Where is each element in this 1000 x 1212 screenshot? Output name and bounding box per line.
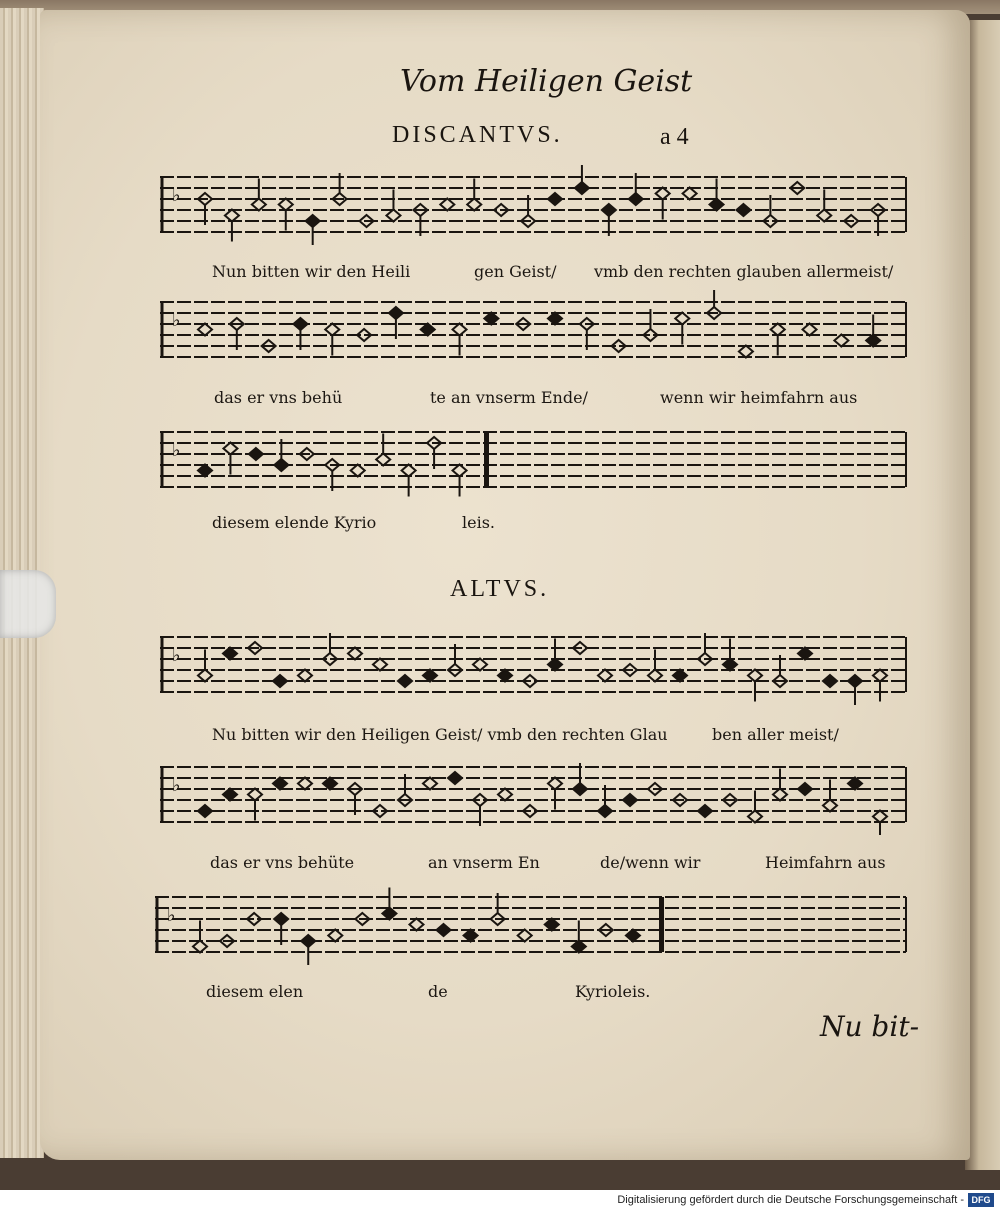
running-head: Vom Heiligen Geist [400,64,693,99]
catchword: Nu bit- [820,1010,920,1043]
svg-text:♭: ♭ [167,905,176,927]
svg-text:♭: ♭ [172,775,181,797]
lyric-segment: wenn wir heimfahrn aus [660,388,858,407]
lyric-segment: te an vnserm Ende/ [430,388,588,407]
music-staff [150,625,910,705]
lyric-segment: diesem elende Kyrio [212,513,377,532]
lyric-segment: Nu bitten wir den Heiligen Geist/ vmb den rechten Glau [212,725,668,744]
facing-page-edge [965,20,1000,1170]
voice-title-altus: ALTVS. [450,576,550,602]
lyric-segment: Heimfahrn aus [765,853,886,872]
music-staff [145,885,910,965]
voice-title-discantus: DISCANTVS. [392,122,563,148]
music-staff [150,290,910,370]
dfg-logo: DFG [968,1193,994,1207]
lyric-segment: de [428,982,448,1001]
lyric-segment: an vnserm En [428,853,540,872]
music-staff [150,165,910,245]
page-clip [0,570,56,638]
lyric-segment: Kyrioleis. [575,982,651,1001]
music-staff [150,755,910,835]
lyric-segment: ben aller meist/ [712,725,839,744]
svg-text:♭: ♭ [172,440,181,462]
lyric-segment: leis. [462,513,495,532]
funding-credit: Digitalisierung gefördert durch die Deutsche Forschungsgemeinschaft - [617,1194,964,1206]
lyric-segment: diesem elen [206,982,304,1001]
svg-text:♭: ♭ [172,185,181,207]
lyric-segment: vmb den rechten glauben allermeist/ [594,262,894,281]
music-staff [150,420,910,500]
voice-count: a 4 [660,124,689,150]
svg-text:♭: ♭ [172,310,181,332]
lyric-segment: das er vns behüte [210,853,355,872]
lyric-segment: de/wenn wir [600,853,701,872]
lyric-segment: das er vns behü [214,388,343,407]
lyric-segment: Nun bitten wir den Heili [212,262,411,281]
svg-text:♭: ♭ [172,645,181,667]
lyric-segment: gen Geist/ [474,262,557,281]
